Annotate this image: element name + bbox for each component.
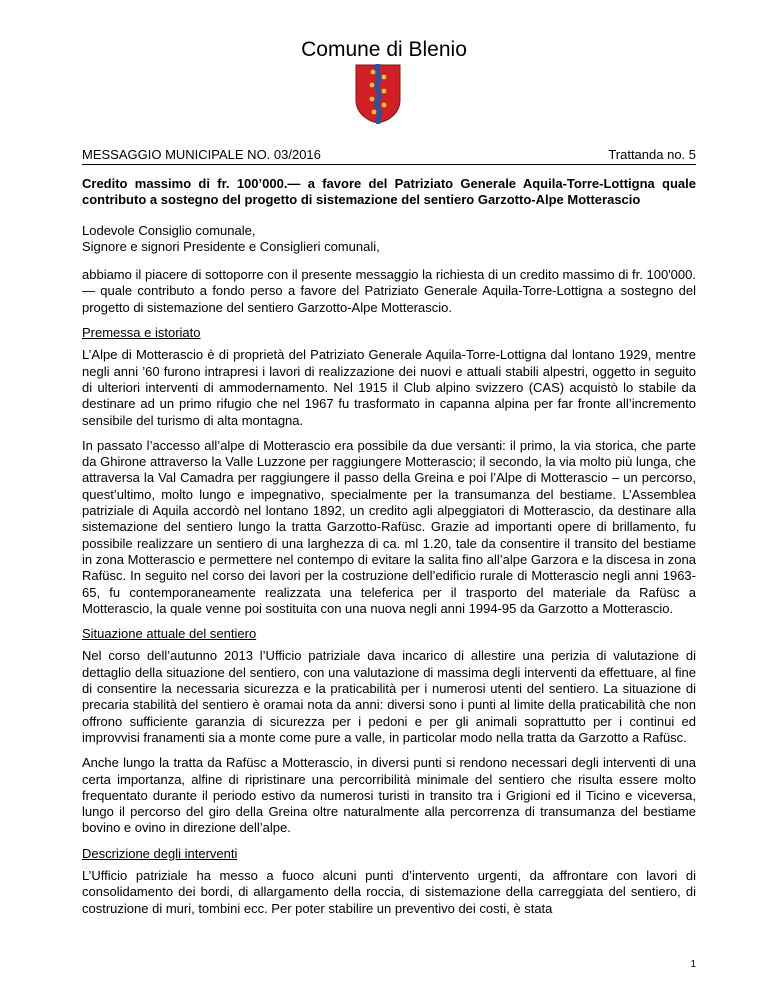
paragraph: In passato l’accesso all’alpe di Motterascio era possibile da due versanti: il primo, la via storica, che parte da Ghirone attraverso la Valle Luzzone per raggiungere Motterascio; il secondo, la via molto più lunga, che attraversa la Val Camadra per raggiungere il passo della Greina e poi l’Alpe di Motterascio – un percorso, quest’ultimo, molto lungo e impegnativo, specialmente per la transumanza del bestiame. L’Assemblea patriziale di Aquila accordò nel lontano 1892, un credito agli alpeggiatori di Motterascio, da destinare alla sistemazione del sentiero lungo la tratta Garzotto-Rafüsc. Grazie ad importanti opere di brillamento, fu possibile realizzare un sentiero di una larghezza di ca. ml 1.20, tale da consentire il transito del bestiame in zona Motterascio e permettere nel contempo di evitare la salita fino all’alpe Garzora e la discesa in zona Rafüsc. In seguito nel corso dei lavori per la costruzione dell’edificio rurale di Motterascio negli anni 1963-65, fu contemporaneamente realizzata una teleferica per il trasporto del materiale da Rafüsc a Motterascio, la quale venne poi sostituita con una nuova negli anni 1994-95 da Garzotto a Motterascio.: [82, 437, 696, 616]
document-body: [82, 176, 696, 926]
message-number: MESSAGGIO MUNICIPALE NO. 03/2016: [82, 147, 321, 162]
paragraph: Anche lungo la tratta da Rafüsc a Motterascio, in diversi punti si rendono necessari degli interventi di una certa importanza, alfine di ripristinare una percorribilità minimale del sentiero che risulta essere molto frequentato durante il periodo estivo da numerosi turisti in transito tra i Grigioni ed il Ticino e viceversa, lungo il percorso del giro della Greina oltre naturalmente alla percorrenza di transumanza del bestiame bovino e ovino in direzione dell’alpe.: [82, 755, 696, 836]
intro-paragraph: abbiamo il piacere di sottoporre con il presente messaggio la richiesta di un credito massimo di fr. 100'000.— quale contributo a fondo perso a favore del Patriziato Generale Aquila-Torre-Lottigna a sostegno del progetto di sistemazione del sentiero Garzotto-Alpe Motterascio.: [82, 267, 696, 315]
paragraph: Nel corso dell’autunno 2013 l’Ufficio patriziale dava incarico di allestire una perizia di valutazione di dettaglio della situazione del sentiero, con una valutazione di massima degli interventi da effettuare, al fine di consentire la necessaria sicurezza e la praticabilità per i numerosi utenti del sentiero. La situazione di precaria stabilità del sentiero è oramai nota da anni: diversi sono i punti al limite della praticabilità che non offrono sufficiente garanzia di sicurezza per i pedoni e per gli animali soprattutto per i continui ed improvvisi franamenti sia a monte come pure a valle, in particolar modo nella tratta da Garzotto a Rafüsc.: [82, 648, 696, 745]
section-heading-situazione: Situazione attuale del sentiero: [82, 626, 257, 642]
greeting-line-1: Lodevole Consiglio comunale,: [82, 222, 256, 238]
trattanda-number: Trattanda no. 5: [608, 147, 696, 162]
paragraph: L’Alpe di Motterascio è di proprietà del Patriziato Generale Aquila-Torre-Lottigna dal lontano 1929, mentre negli anni ’60 furono intrapresi i lavori di realizzazione dei nuovi e attuali stabili alpestri, oggetto in seguito di ulteriori interventi di ammodernamento. Nel 1915 il Club alpino svizzero (CAS) acquistò lo stabile da destinare ad un primo rifugio che nel 1967 fu trasformato in capanna alpina per far fronte all’incremento sensibile del turismo di alta montagna.: [82, 347, 696, 428]
section-heading-premessa: Premessa e istoriato: [82, 325, 201, 341]
page-number: 1: [690, 959, 696, 970]
section-heading-descrizione: Descrizione degli interventi: [82, 845, 238, 861]
page-title: Comune di Blenio: [301, 38, 467, 61]
coat-of-arms-icon: [355, 64, 401, 124]
message-header-line: [82, 144, 696, 165]
subject: Credito massimo di fr. 100’000.— a favore del Patriziato Generale Aquila-Torre-Lottigna quale contributo a sostegno del progetto di sistemazione del sentiero Garzotto-Alpe Motterascio: [82, 176, 696, 208]
greeting: [82, 223, 696, 256]
greeting-line-2: Signore e signori Presidente e Consiglieri comunali,: [82, 238, 380, 254]
paragraph: L’Ufficio patriziale ha messo a fuoco alcuni punti d’intervento urgenti, da affrontare con lavori di consolidamento dei bordi, di allargamento della roccia, di sistemazione della carreggiata del sentiero, di costruzione di muri, tombini ecc. Per poter stabilire un preventivo dei costi, è stata: [82, 867, 696, 916]
